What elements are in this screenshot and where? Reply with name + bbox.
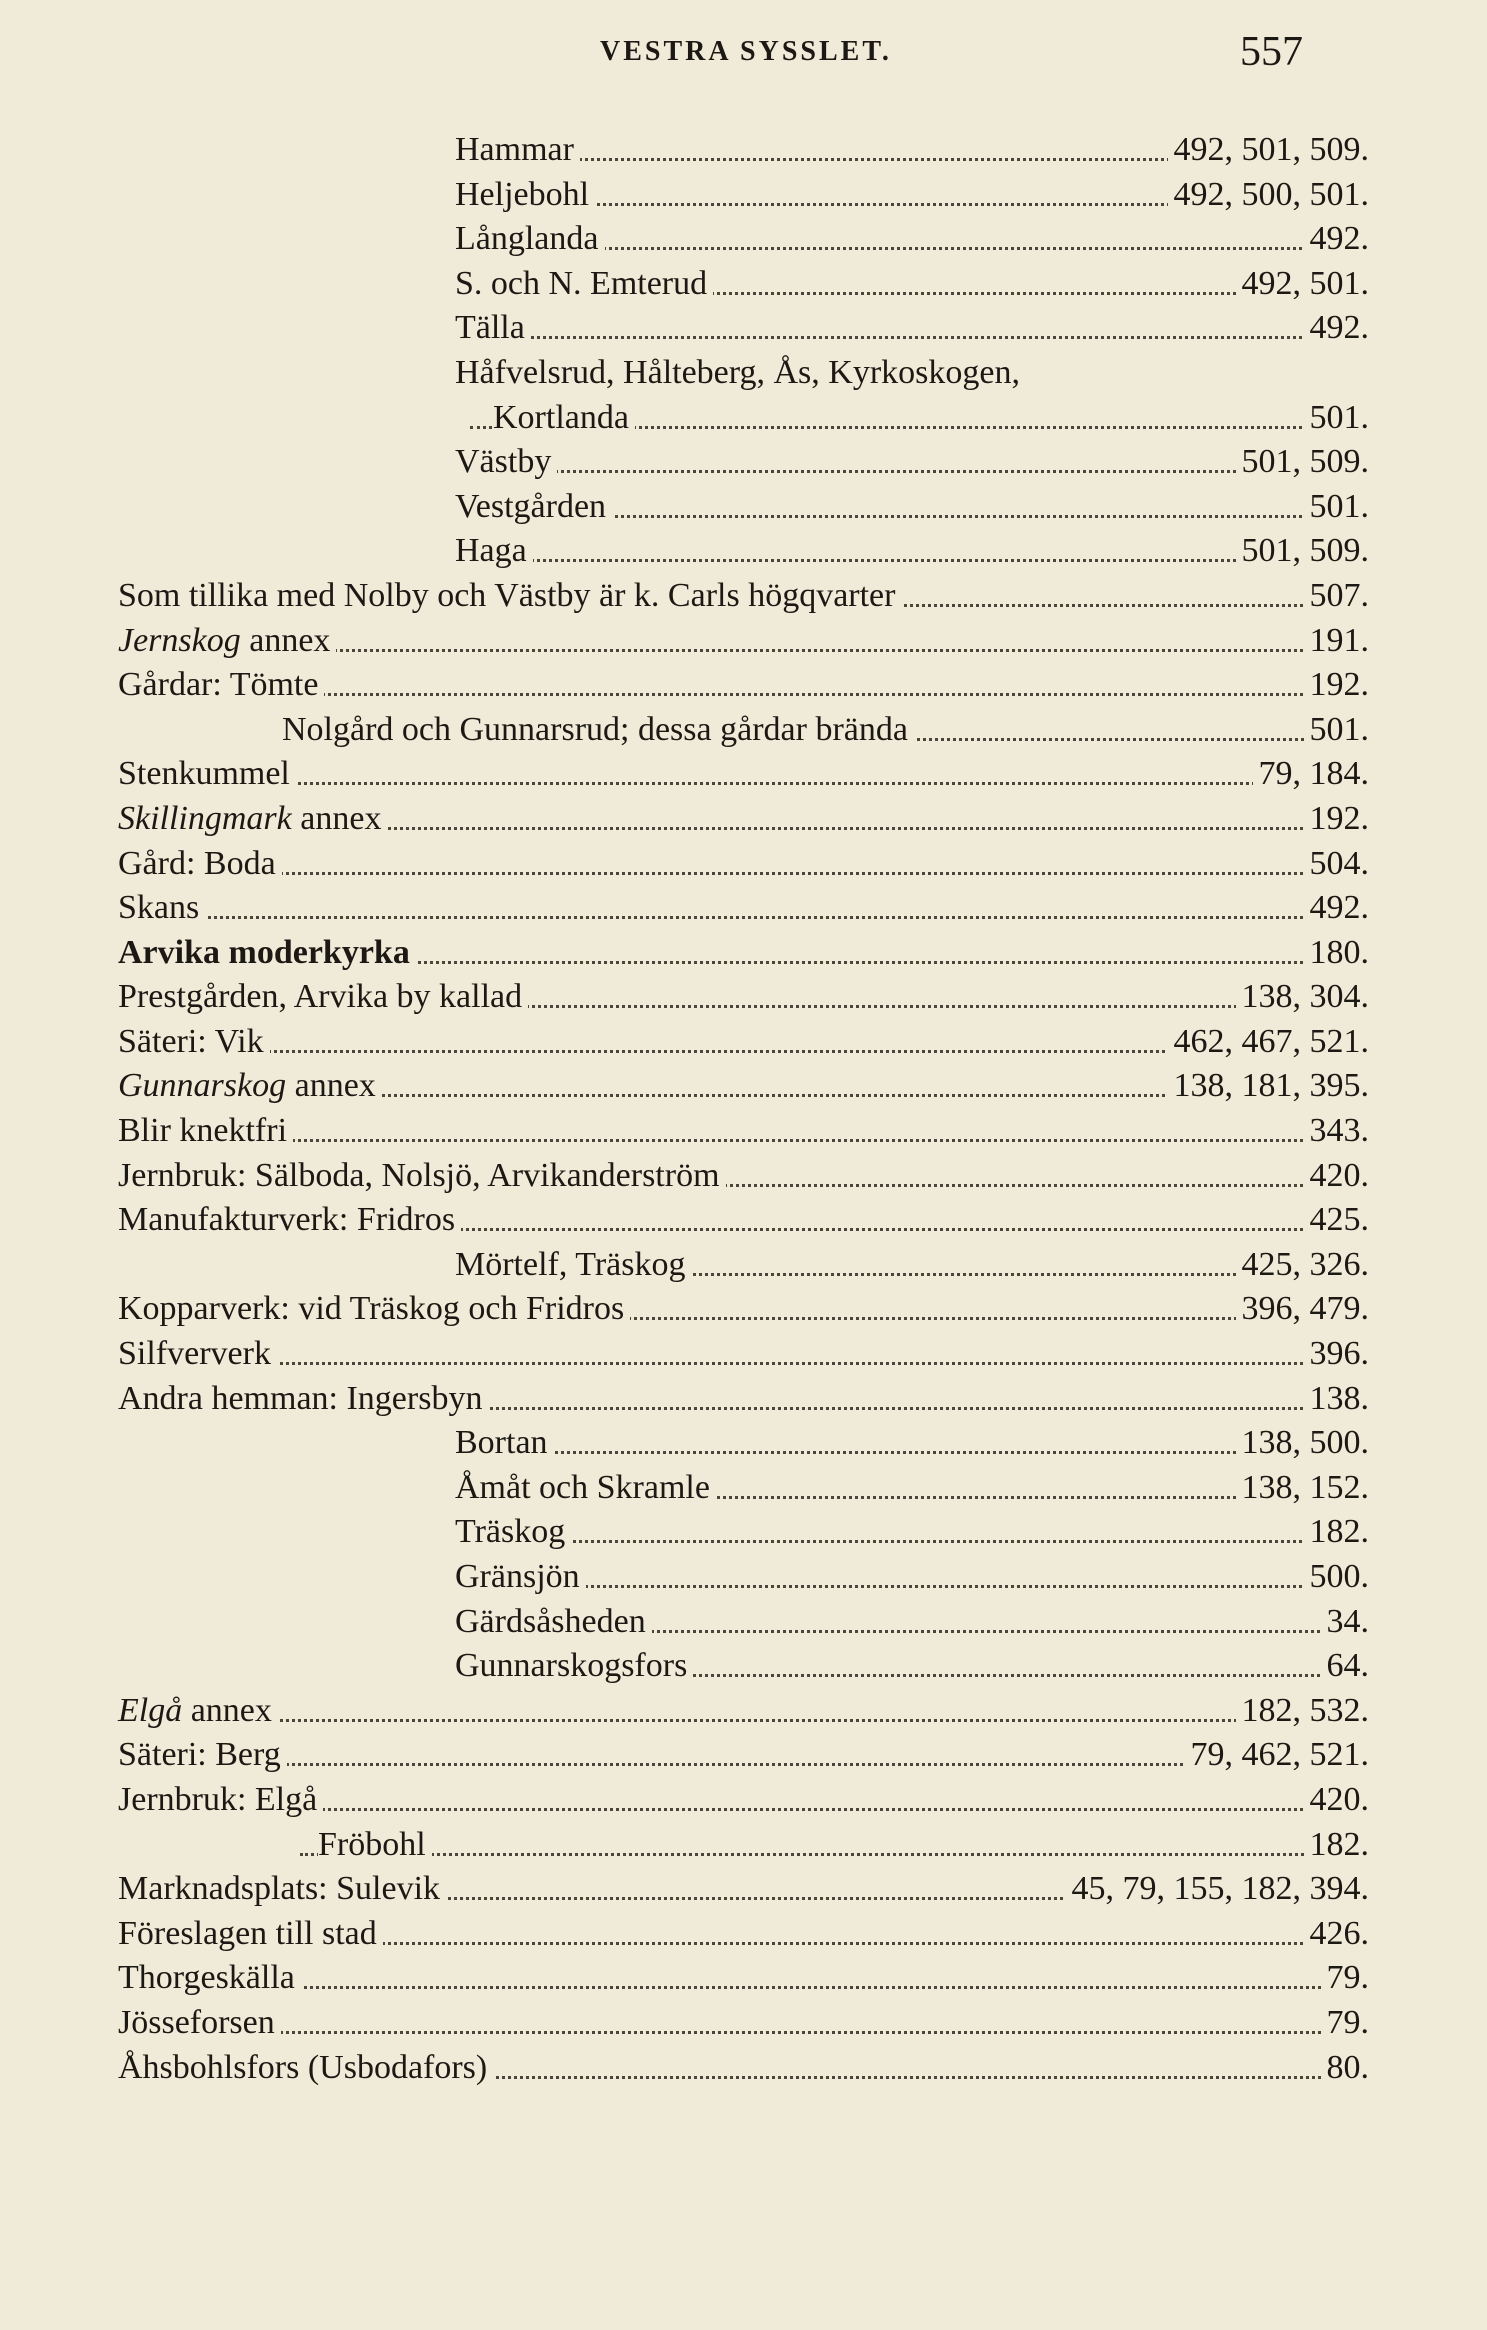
page-number: 557 <box>1240 29 1303 75</box>
index-entry <box>0 1332 1487 1377</box>
entry-suffix: annex <box>291 799 382 837</box>
dot-leader <box>130 1763 1357 1766</box>
entry-text <box>118 1733 287 1778</box>
index-entry <box>0 1198 1487 1243</box>
entry-label: Blir knektfri <box>118 1112 288 1150</box>
entry-page-numbers: 79, 462, 521. <box>1185 1733 1370 1778</box>
index-entry <box>0 708 1487 753</box>
entry-page-numbers: 79. <box>1321 2001 1370 2046</box>
entry-text <box>118 931 416 976</box>
index-entry <box>0 262 1487 307</box>
entry-label: Hammar <box>455 131 574 168</box>
entry-page-numbers: 492, 500, 501. <box>1168 173 1370 218</box>
entry-label: Träskog <box>455 1513 566 1551</box>
entry-page-numbers: 420. <box>1304 1154 1370 1199</box>
index-entry <box>0 1555 1487 1600</box>
entry-text <box>118 842 282 887</box>
entry-label: Stenkummel <box>118 755 290 793</box>
entry-label: Nolgård och Gunnarsrud; dessa gårdar brända <box>282 710 908 748</box>
entry-text <box>118 1109 293 1154</box>
entry-page-numbers: 192. <box>1304 663 1370 708</box>
entry-page-numbers: 138, 152. <box>1236 1466 1370 1511</box>
index-entry <box>0 1154 1487 1199</box>
dot-leader <box>300 1853 1357 1856</box>
entry-label: Skillingmark <box>118 799 292 837</box>
index-entry <box>0 1466 1487 1511</box>
entry-page-numbers: 426. <box>1304 1912 1370 1957</box>
running-title: VESTRA SYSSLET. <box>600 36 892 67</box>
entry-text <box>318 1823 432 1868</box>
index-entry <box>0 485 1487 530</box>
entry-label: Åmåt och Skramle <box>455 1468 710 1506</box>
entry-text <box>455 1421 554 1466</box>
dot-leader <box>130 916 1357 919</box>
entry-page-numbers: 64. <box>1321 1644 1370 1689</box>
entry-text <box>118 1198 461 1243</box>
entry-page-numbers: 492. <box>1304 886 1370 931</box>
index-entry <box>0 1600 1487 1645</box>
entry-text <box>493 396 635 441</box>
dot-leader <box>470 1585 1357 1588</box>
index-entry <box>0 2046 1487 2091</box>
index-entry <box>0 1421 1487 1466</box>
entry-suffix: annex <box>240 621 331 659</box>
index-entry <box>0 797 1487 842</box>
entry-page-numbers: 507. <box>1304 574 1370 619</box>
entry-label: Västby <box>455 443 552 481</box>
entry-text <box>118 2001 281 2046</box>
entry-page-numbers: 500. <box>1304 1555 1370 1600</box>
entry-text <box>455 306 531 351</box>
index-entry <box>0 396 1487 441</box>
entry-page-numbers: 501, 509. <box>1236 529 1370 574</box>
dot-leader <box>130 1719 1357 1722</box>
entry-suffix: annex <box>286 1067 376 1105</box>
entry-text <box>118 1332 277 1377</box>
entry-page-numbers: 501. <box>1304 708 1370 753</box>
entry-text <box>118 752 296 797</box>
entry-text <box>118 797 387 842</box>
entry-text <box>118 1778 323 1823</box>
index-entry <box>0 1644 1487 1689</box>
index-entry <box>0 1912 1487 1957</box>
entry-label: Tälla <box>455 309 525 347</box>
entry-text <box>282 708 914 753</box>
dot-leader <box>130 1139 1357 1142</box>
entry-page-numbers: 492. <box>1304 217 1370 262</box>
index-entry <box>0 173 1487 218</box>
dot-leader <box>130 1986 1357 1989</box>
entry-page-numbers: 501. <box>1304 485 1370 530</box>
index-entry <box>0 1109 1487 1154</box>
index-entry <box>0 2001 1487 2046</box>
entry-page-numbers: 182. <box>1304 1510 1370 1555</box>
entry-label: Jernbruk: Elgå <box>118 1780 318 1818</box>
entry-text <box>118 886 205 931</box>
entry-page-numbers: 420. <box>1304 1778 1370 1823</box>
entry-text <box>455 173 595 218</box>
entry-page-numbers: 396, 479. <box>1236 1287 1370 1332</box>
entry-label: Säteri: Vik <box>118 1022 264 1060</box>
entry-text <box>455 351 1026 396</box>
entry-text <box>455 1510 571 1555</box>
index-entry <box>0 306 1487 351</box>
index-entry <box>0 663 1487 708</box>
entry-label: Manufakturverk: Fridros <box>118 1201 456 1239</box>
entry-label: Heljebohl <box>455 175 590 213</box>
index-entry <box>0 529 1487 574</box>
entry-page-numbers: 504. <box>1304 842 1370 887</box>
dot-leader <box>130 872 1357 875</box>
entry-page-numbers: 79, 184. <box>1253 752 1370 797</box>
index-entry <box>0 574 1487 619</box>
entry-text <box>455 1555 586 1600</box>
dot-leader <box>470 336 1357 339</box>
entry-label: Marknadsplats: Sulevik <box>118 1870 441 1908</box>
dot-leader <box>470 1451 1357 1454</box>
index-entry <box>0 351 1487 396</box>
entry-text <box>118 1867 446 1912</box>
entry-label: Som tillika med Nolby och Västby är k. Carls högqvarter <box>118 576 896 614</box>
entry-label: Jernskog <box>118 621 241 659</box>
entry-label: Kortlanda <box>493 398 629 436</box>
entry-label: Fröbohl <box>318 1825 426 1863</box>
entry-text <box>455 440 557 485</box>
index-entry <box>0 1823 1487 1868</box>
entry-page-numbers: 396. <box>1304 1332 1370 1377</box>
entry-page-numbers: 425. <box>1304 1198 1370 1243</box>
dot-leader <box>130 782 1357 785</box>
entry-label: Gård: Boda <box>118 844 276 882</box>
entry-page-numbers: 492. <box>1304 306 1370 351</box>
entry-page-numbers: 45, 79, 155, 182, 394. <box>1066 1867 1370 1912</box>
entry-label: Andra hemman: Ingersbyn <box>118 1379 483 1417</box>
entry-page-numbers: 191. <box>1304 619 1370 664</box>
entry-label: Arvika moderkyrka <box>118 933 410 971</box>
entry-label: Föreslagen till stad <box>118 1914 377 1952</box>
index-entry <box>0 1778 1487 1823</box>
entry-label: Gårdar: Tömte <box>118 666 319 704</box>
entry-text <box>455 1600 652 1645</box>
index-entry <box>0 1064 1487 1109</box>
entry-page-numbers: 192. <box>1304 797 1370 842</box>
entry-text <box>118 574 901 619</box>
entry-text <box>118 1956 301 2001</box>
entry-label: Gärdsåsheden <box>455 1602 646 1640</box>
entry-text <box>455 128 580 173</box>
entry-label: Bortan <box>455 1424 548 1462</box>
index-entry <box>0 128 1487 173</box>
dot-leader <box>470 1540 1357 1543</box>
entry-label: Håfvelsrud, Hålteberg, Ås, Kyrkoskogen, <box>455 353 1020 391</box>
entry-text <box>118 1377 488 1422</box>
entry-page-numbers: 80. <box>1321 2046 1370 2091</box>
index-entry <box>0 1956 1487 2001</box>
entry-label: Jernbruk: Sälboda, Nolsjö, Arvikanderström <box>118 1156 720 1194</box>
entry-text <box>455 529 533 574</box>
index-entry <box>0 619 1487 664</box>
entry-text <box>118 1154 726 1199</box>
entry-label: Silfververk <box>118 1335 271 1373</box>
entry-page-numbers: 492, 501. <box>1236 262 1370 307</box>
index-entry <box>0 1287 1487 1332</box>
entry-text <box>118 619 336 664</box>
entry-text <box>118 663 324 708</box>
entry-label: Gunnarskogsfors <box>455 1647 688 1685</box>
index-entry <box>0 1243 1487 1288</box>
entry-label: Kopparverk: vid Träskog och Fridros <box>118 1290 625 1328</box>
entry-label: Vestgården <box>455 487 607 525</box>
entry-text <box>118 1020 270 1065</box>
entry-page-numbers: 34. <box>1321 1600 1370 1645</box>
entry-text <box>455 1466 716 1511</box>
entry-label: Prestgården, Arvika by kallad <box>118 978 523 1016</box>
index-entry <box>0 1510 1487 1555</box>
entry-suffix: annex <box>182 1691 272 1729</box>
index-entry <box>0 842 1487 887</box>
index-entry <box>0 1377 1487 1422</box>
entry-page-numbers: 501, 509. <box>1236 440 1370 485</box>
entry-label: S. och N. Emterud <box>455 264 708 302</box>
dot-leader <box>470 470 1357 473</box>
entry-page-numbers: 138, 500. <box>1236 1421 1370 1466</box>
entry-text <box>118 1912 383 1957</box>
entry-page-numbers: 79. <box>1321 1956 1370 2001</box>
entry-label: Långlanda <box>455 220 599 258</box>
entry-text <box>118 975 528 1020</box>
entry-label: Gränsjön <box>455 1558 580 1595</box>
entry-label: Jösseforsen <box>118 2003 275 2041</box>
index-entry <box>0 975 1487 1020</box>
entry-text <box>455 1243 691 1288</box>
entry-page-numbers: 180. <box>1304 931 1370 976</box>
dot-leader <box>470 559 1357 562</box>
entry-label: Haga <box>455 532 527 570</box>
index-entry <box>0 1689 1487 1734</box>
entry-text <box>118 1064 382 1109</box>
entry-page-numbers: 138, 304. <box>1236 975 1370 1020</box>
entry-text <box>118 1689 278 1734</box>
entry-label: Mörtelf, Träskog <box>455 1245 686 1283</box>
entry-page-numbers: 462, 467, 521. <box>1168 1020 1370 1065</box>
entry-page-numbers: 343. <box>1304 1109 1370 1154</box>
index-entry <box>0 440 1487 485</box>
entry-label: Åhsbohlsfors (Usbodafors) <box>118 2048 488 2086</box>
entry-page-numbers: 492, 501, 509. <box>1168 128 1370 173</box>
entry-page-numbers: 182, 532. <box>1236 1689 1370 1734</box>
dot-leader <box>130 2031 1357 2034</box>
entry-text <box>455 262 713 307</box>
entry-text <box>455 217 605 262</box>
index-entry <box>0 1733 1487 1778</box>
entry-label: Thorgeskälla <box>118 1959 295 1997</box>
entry-label: Säteri: Berg <box>118 1736 281 1774</box>
entry-page-numbers: 425, 326. <box>1236 1243 1370 1288</box>
index-entry <box>0 931 1487 976</box>
entry-label: Skans <box>118 889 200 927</box>
index-entry <box>0 1020 1487 1065</box>
entry-page-numbers: 138, 181, 395. <box>1168 1064 1370 1109</box>
entry-text <box>118 2046 493 2091</box>
entry-text <box>455 1644 693 1689</box>
index-entry <box>0 1867 1487 1912</box>
entry-page-numbers: 138. <box>1304 1377 1370 1422</box>
dot-leader <box>130 1362 1357 1365</box>
index-list <box>0 128 1487 2090</box>
index-entry <box>0 752 1487 797</box>
index-entry <box>0 217 1487 262</box>
entry-label: Gunnarskog <box>118 1067 287 1105</box>
entry-page-numbers: 182. <box>1304 1823 1370 1868</box>
entry-page-numbers: 501. <box>1304 396 1370 441</box>
entry-label: Elgå <box>118 1691 183 1729</box>
entry-text <box>455 485 612 530</box>
index-entry <box>0 886 1487 931</box>
entry-text <box>118 1287 630 1332</box>
